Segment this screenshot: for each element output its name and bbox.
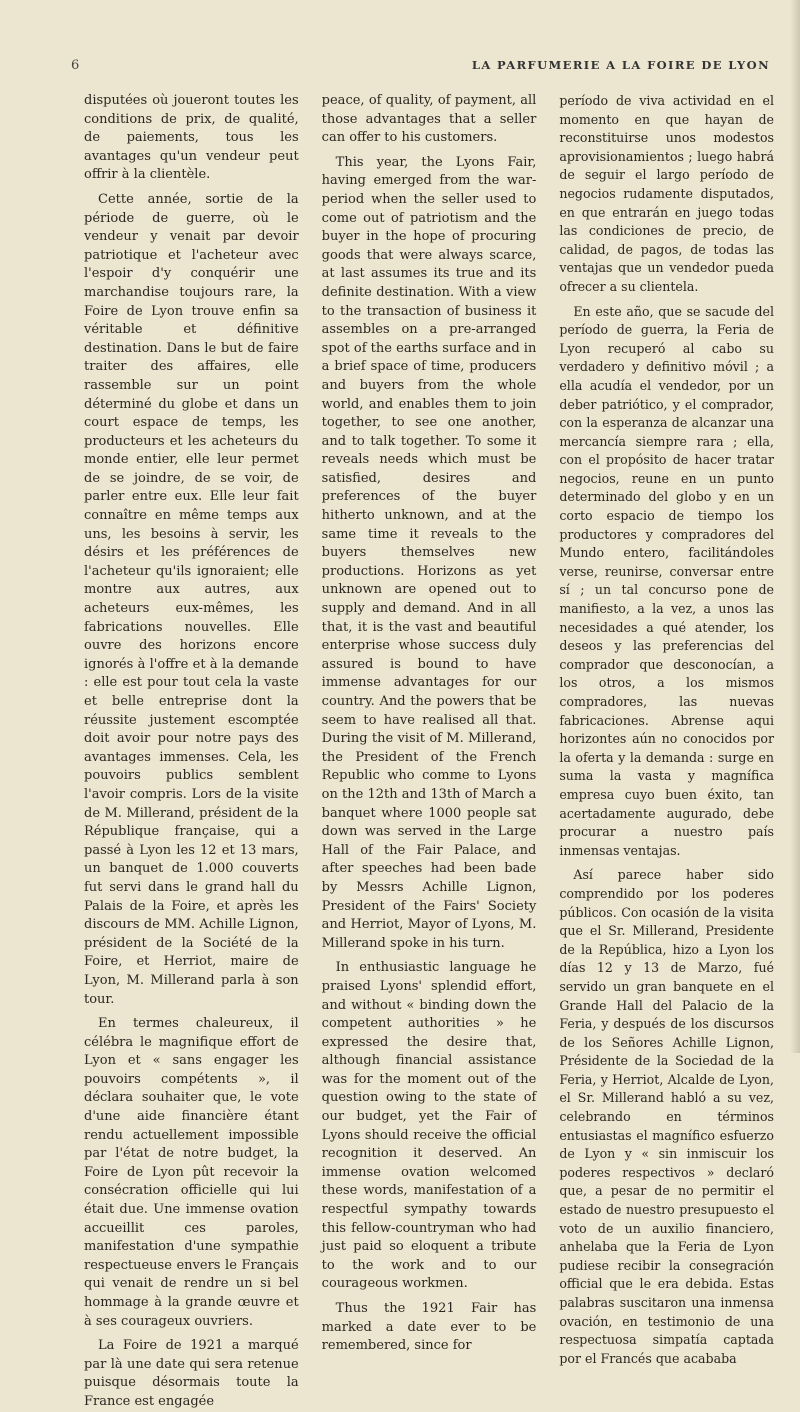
spanish-paragraph: Así parece haber sido comprendido por los poderes públicos. Con ocasión de la visita que el Sr. Millerand, Presidente de la República, hizo a Lyon los días 12 y 13 de Marzo, fué servido un gran banquete en el Grande Hall del Palacio de la Feria, y después de los discursos de los Señores Achille Lignon, Présidente de la Sociedad de la Feria, y Herriot, Alcalde de Lyon, el Sr. Millerand habló a su vez, celebrando en términos entusiastas el magnífico esfuerzo de Lyon y « sin inmiscuir los poderes respectivos » declaró que, a pesar de no permitir el estado de nuestro presupuesto el voto de un auxilio financiero, anhelaba que la Feria de Lyon pudiese recibir la consegración official que le era debida. Estas palabras suscitaron una inmensa ovación, en testimonio de una respectuosa simpatía captada por el Francés que acababa [559, 867, 775, 1366]
spanish-paragraph: En este año, que se sacude del período de guerra, la Feria de Lyon recuperó al cabo su verdadero y definitivo móvil ; a ella acudía el vendedor, por un deber patriótico, y el comprador, con la esperanza de alcanzar una mercancía siempre rara ; ella, con el propósito de hacer tratar negocios, reune en un punto determinado del globo y en un corto espacio de tiempo los productores y compradores del Mundo entero, facilitándoles verse, reunirse, conversar entre sí ; un tal concurso pone de manifiesto, a la vez, a unos las necesidades a qué atender, los deseos y las preferencias del comprador que desconocían, a los otros, a los mismos compradores, las nuevas fabricaciones. Abrense aqui horizontes aún no conocidos por la oferta y la demanda : surge en suma la vasta y magnífica empresa cuyo buen éxito, tan acertadamente augurado, debe procurar a nuestro país inmensas ventajas. [559, 303, 775, 858]
english-paragraph: peace, of quality, of payment, all those advantages that a seller can offer to his customers. [321, 93, 537, 146]
french-paragraph: La Foire de 1921 a marqué par là une date qui sera retenue puisque désormais toute la France est engagée [84, 1338, 299, 1409]
french-paragraph: En termes chaleureux, il célébra le magnifique effort de Lyon et « sans engager les pouvoirs compétents », il déclara souhaiter que, le vote d'une aide financière étant rendu actuellement impossible par l'état de notre budget, la Foire de Lyon pût recevoir la consécration officielle qui lui était due. Une immense ovation accueillit ces paroles, manifestation d'une sympathie respectueuse envers le Français qui venait de rendre un si bel hommage à la grande œuvre et à ses courageux ouvriers. [84, 1016, 299, 1329]
running-head: LA PARFUMERIE A LA FOIRE DE LYON [471, 58, 770, 72]
page-number: 6 [71, 58, 80, 73]
french-paragraph: Cette année, sortie de la période de guerre, où le vendeur y venait par devoir patriotique et l'acheteur avec l'espoir d'y conquérir une marchandise toujours rare, la Foire de Lyon trouve enfin sa véritable et définitive destination. Dans le but de faire traiter des affaires, elle rassemble sur un point déterminé du globe et dans un court espace de temps, les producteurs et les acheteurs du monde entier, elle leur permet de se joindre, de se voir, de parler entre eux. Elle leur fait connaître en même temps aux uns, les besoins à servir, les désirs et les préférences de l'acheteur qu'ils ignoraient; elle montre aux autres, aux acheteurs eux-mêmes, les fabrications nouvelles. Elle ouvre des horizons encore ignorés à l'offre et à la demande : elle est pour tout cela la vaste et belle entreprise dont la réussite justement escomptée doit avoir pour notre pays des avantages immenses. Cela, les pouvoirs publics semblent l'avoir compris. Lors de la visite de M. Millerand, président de la République française, qui a passé à Lyon les 12 et 13 mars, un banquet de 1.000 couverts fut servi dans le grand hall du Palais de la Foire, et après les discours de MM. Achille Lignon, président de la Société de la Foire, et Herriot, maire de Lyon, M. Millerand parla à son tour. [84, 191, 299, 1007]
english-paragraph: In enthusiastic language he praised Lyons' splendid effort, and without « binding down the competent authorities » he expressed the desire that, although financial assistance was for the moment out of the question owing to the state of our budget, yet the Fair of Lyons should receive the official recognition it deserved. An immense ovation welcomed these words, manifestation of a respectful sympathy towards this fellow-countryman who had just paid so eloquent a tribute to the work and to our courageous workmen. [321, 960, 537, 1292]
english-column [321, 92, 537, 1354]
page-edge-shadow [790, 0, 800, 1053]
english-paragraph: This year, the Lyons Fair, having emerged from the war-period when the seller used to come out of patriotism and the buyer in the hope of procuring goods that were always scarce, at last assumes its true and its definite destination. With a view to the transaction of business it assembles on a pre-arranged spot of the earths surface and in a brief space of time, producers and buyers from the whole world, and enables them to join together, to see one another, and to talk together. To some it reveals needs which must be satisfied, desires and preferences of the buyer hitherto unknown, and at the same time it reveals to the buyers themselves new productions. Horizons as yet unknown are opened out to supply and demand. And in all that, it is the vast and beautiful enterprise whose success duly assured is bound to have immense advantages for our country. And the powers that be seem to have realised all that. During the visit of M. Millerand, the President of the French Republic who comme to Lyons on the 12th and 13th of March a banquet where 1000 people sat down was served in the Large Hall of the Fair Palace, and after speeches had been bade by Messrs Achille Lignon, President of the Fairs' Society and Herriot, Mayor of Lyons, M. Millerand spoke in his turn. [321, 154, 537, 951]
french-paragraph: disputées où joueront toutes les conditions de prix, de qualité, de paiements, tous les avantages qu'un vendeur peut offrir à la clientèle. [84, 93, 299, 183]
french-column [84, 92, 299, 1409]
english-paragraph: Thus the 1921 Fair has marked a date ever to be remembered, since for [321, 1301, 537, 1354]
spanish-paragraph: período de viva actividad en el momento en que hayan de reconstituirse unos modestos aprovisionamientos ; luego habrá de seguir el largo período de negocios rudamente disputados, en que entrarán en juego todas las condiciones de precio, de calidad, de pagos, de todas las ventajas que un vendedor pueda ofrecer a su clientela. [559, 93, 775, 294]
spanish-column [559, 92, 775, 1366]
article-columns [84, 92, 775, 1409]
